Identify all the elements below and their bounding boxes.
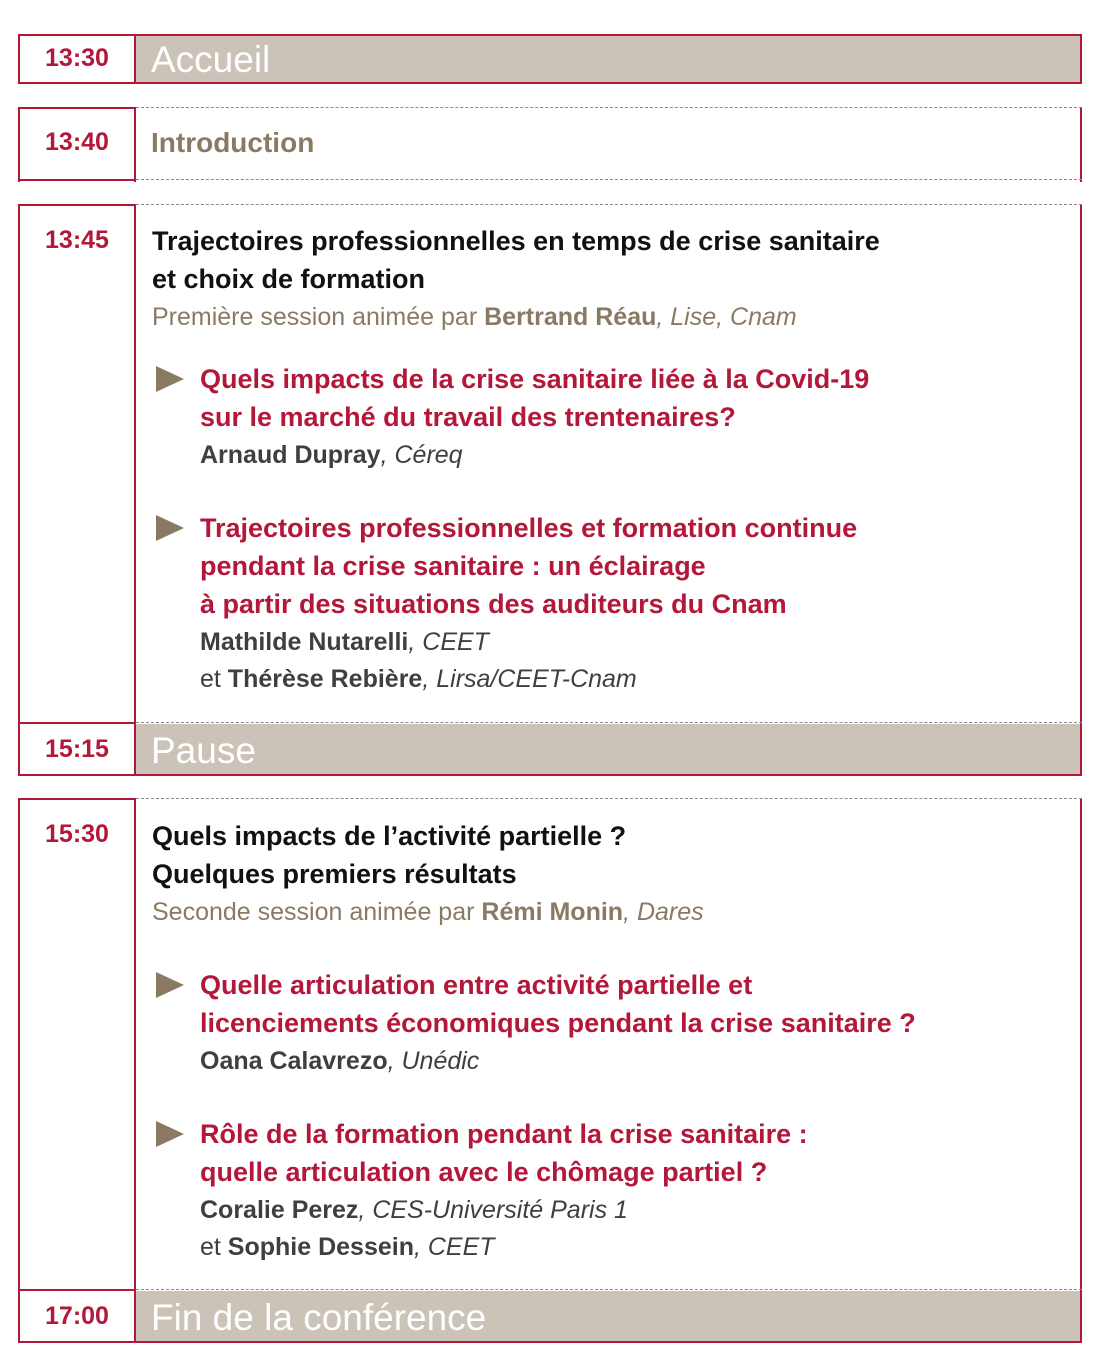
session-title-line: et choix de formation: [152, 264, 426, 294]
talk-speaker: [200, 623, 1056, 661]
divider: [18, 204, 20, 776]
slot-title: Pause: [151, 730, 256, 771]
divider: [18, 82, 1082, 84]
chair-name: Rémi Monin: [481, 898, 624, 926]
divider: [18, 774, 1082, 776]
divider: [1080, 107, 1082, 182]
talk-title-line: licenciements économiques pendant la crise sanitaire ?: [200, 1008, 916, 1038]
divider: [18, 1289, 136, 1291]
divider: [136, 798, 1082, 799]
divider: [136, 1289, 1082, 1290]
session-chair: [152, 302, 797, 332]
talk-speaker: [200, 1191, 1056, 1229]
talk-title-line: Trajectoires professionnelles et formation continue: [200, 513, 858, 543]
slot-time: 15:15: [45, 735, 109, 763]
talk-title: [200, 966, 1056, 1042]
talk-item: [156, 360, 1056, 474]
talk-speaker: [200, 436, 1056, 474]
session-title-line: Trajectoires professionnelles en temps de crise sanitaire: [152, 226, 880, 256]
chair-prefix: Seconde session animée par: [152, 898, 475, 926]
talk-item: [156, 1115, 1056, 1266]
session-title-line: Quelques premiers résultats: [152, 859, 517, 889]
divider: [136, 179, 1082, 180]
divider: [18, 798, 136, 800]
slot-time: 13:45: [45, 226, 109, 254]
speaker-name: Arnaud Dupray: [200, 441, 381, 469]
divider: [18, 798, 20, 1343]
chair-affiliation: , Dares: [623, 898, 704, 926]
slot-time: 13:30: [45, 44, 109, 72]
divider: [136, 722, 1082, 723]
slot-time: 17:00: [45, 1302, 109, 1330]
talk-speaker: [200, 1228, 1056, 1266]
chair-prefix: Première session animée par: [152, 303, 478, 331]
talk-title: [200, 509, 1056, 623]
divider: [18, 1341, 1082, 1343]
play-arrow-icon: [156, 1121, 184, 1147]
session-title: [152, 222, 880, 298]
talk-title-line: Quels impacts de la crise sanitaire liée à la Covid-19: [200, 364, 870, 394]
session-title: [152, 817, 626, 893]
speaker-prefix: et: [200, 1233, 228, 1261]
speaker-affiliation: , CEET: [408, 628, 489, 656]
pause-band: [136, 724, 1080, 774]
speaker-prefix: et: [200, 665, 228, 693]
talk-title-line: à partir des situations des auditeurs du Cnam: [200, 589, 787, 619]
divider: [134, 204, 136, 776]
play-arrow-icon: [156, 366, 184, 392]
divider: [18, 722, 136, 724]
chair-name: Bertrand Réau: [484, 303, 657, 331]
speaker-affiliation: , Céreq: [380, 441, 463, 469]
talk-title-line: sur le marché du travail des trentenaires?: [200, 402, 736, 432]
divider: [1080, 204, 1082, 776]
speaker-affiliation: , Unédic: [387, 1047, 480, 1075]
session-chair: [152, 897, 704, 927]
session-title-line: Quels impacts de l’activité partielle ?: [152, 821, 627, 851]
divider: [18, 179, 136, 181]
divider: [134, 34, 136, 84]
talk-item: [156, 966, 1056, 1080]
divider: [18, 34, 1082, 36]
divider: [134, 107, 136, 182]
divider: [18, 204, 136, 206]
talk-title: [200, 360, 1056, 436]
divider: [134, 798, 136, 1343]
talk-item: [156, 509, 1056, 698]
talk-title-line: Rôle de la formation pendant la crise sanitaire :: [200, 1119, 808, 1149]
speaker-name: Oana Calavrezo: [200, 1047, 388, 1075]
speaker-name: Sophie Dessein: [227, 1233, 414, 1261]
slot-title: Fin de la conférence: [151, 1297, 487, 1338]
speaker-name: Thérèse Rebière: [227, 665, 423, 693]
divider: [18, 107, 136, 109]
talk-title-line: pendant la crise sanitaire : un éclairage: [200, 551, 706, 581]
speaker-affiliation: , CEET: [413, 1233, 495, 1261]
divider: [136, 204, 1082, 205]
divider: [1080, 34, 1082, 84]
play-arrow-icon: [156, 515, 184, 541]
speaker-name: Coralie Perez: [200, 1196, 359, 1224]
accueil-band: [136, 36, 1080, 82]
chair-affiliation: , Lise, Cnam: [656, 303, 797, 331]
speaker-name: Mathilde Nutarelli: [200, 628, 409, 656]
slot-title: Introduction: [151, 127, 315, 158]
talk-title-line: Quelle articulation entre activité partielle et: [200, 970, 753, 1000]
speaker-affiliation: , CES-Université Paris 1: [358, 1196, 628, 1224]
divider: [136, 107, 1082, 108]
speaker-affiliation: , Lirsa/CEET-Cnam: [422, 665, 637, 693]
slot-title: Accueil: [151, 39, 271, 80]
talk-speaker: [200, 660, 1056, 698]
talk-speaker: [200, 1042, 1056, 1080]
divider: [1080, 798, 1082, 1343]
talk-title-line: quelle articulation avec le chômage partiel ?: [200, 1157, 768, 1187]
play-arrow-icon: [156, 972, 184, 998]
slot-time: 15:30: [45, 820, 109, 848]
slot-time: 13:40: [45, 128, 109, 156]
talk-title: [200, 1115, 1056, 1191]
